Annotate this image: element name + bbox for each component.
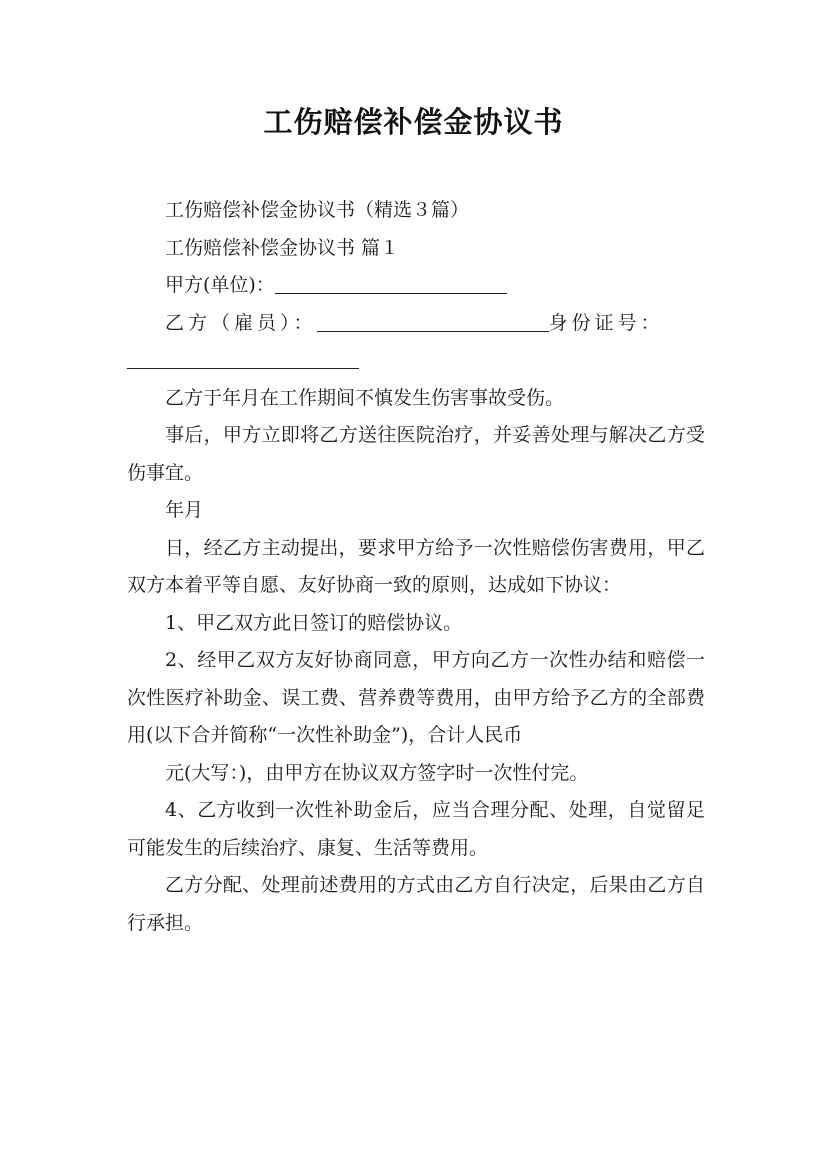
paragraph-aftermath: 事后，甲方立即将乙方送往医院治疗，并妥善处理与解决乙方受伤事宜。 bbox=[127, 424, 705, 484]
party-a-blank bbox=[275, 292, 507, 294]
id-number-label: 身份证号： bbox=[548, 311, 664, 334]
party-b-blank bbox=[317, 330, 549, 332]
document-body bbox=[127, 192, 705, 942]
id-number-blank bbox=[127, 367, 359, 369]
paragraph-section-heading: 工伤赔偿补偿金协议书 篇１ bbox=[165, 236, 400, 259]
party-b-label: 乙方（雇员）： bbox=[165, 311, 317, 334]
paragraph-date-month: 年月 bbox=[165, 499, 204, 521]
document-title: 工伤赔偿补偿金协议书 bbox=[263, 105, 564, 139]
paragraph-amount: 元(大写：)，由甲方在协议双方签字时一次性付完。 bbox=[165, 761, 589, 784]
paragraph-subtitle: 工伤赔偿补偿金协议书（精选３篇） bbox=[165, 199, 470, 221]
paragraph-id-number-blank bbox=[127, 342, 705, 380]
paragraph-clause-2: 2、经甲乙双方友好协商同意，甲方向乙方一次性办结和赔偿一次性医疗补助金、误工费、营养费等费用，由甲方给予乙方的全部费用(以下合并简称“一次性补助金”)，合计人民币 bbox=[127, 649, 705, 746]
party-a-label: 甲方(单位)： bbox=[165, 274, 275, 296]
paragraph-request: 日，经乙方主动提出，要求甲方给予一次性赔偿伤害费用，甲乙双方本着平等自愿、友好协商一致的原则，达成如下协议： bbox=[127, 536, 705, 596]
paragraph-party-a bbox=[127, 267, 705, 305]
paragraph-injury: 乙方于年月在工作期间不慎发生伤害事故受伤。 bbox=[165, 386, 565, 409]
paragraph-clause-4: 4、乙方收到一次性补助金后，应当合理分配、处理，自觉留足可能发生的后续治疗、康复、生活等费用。 bbox=[127, 799, 705, 859]
paragraph-allocation: 乙方分配、处理前述费用的方式由乙方自行决定，后果由乙方自行承担。 bbox=[127, 874, 705, 934]
paragraph-party-b bbox=[127, 305, 705, 343]
paragraph-clause-1: 1、甲乙双方此日签订的赔偿协议。 bbox=[165, 611, 463, 634]
